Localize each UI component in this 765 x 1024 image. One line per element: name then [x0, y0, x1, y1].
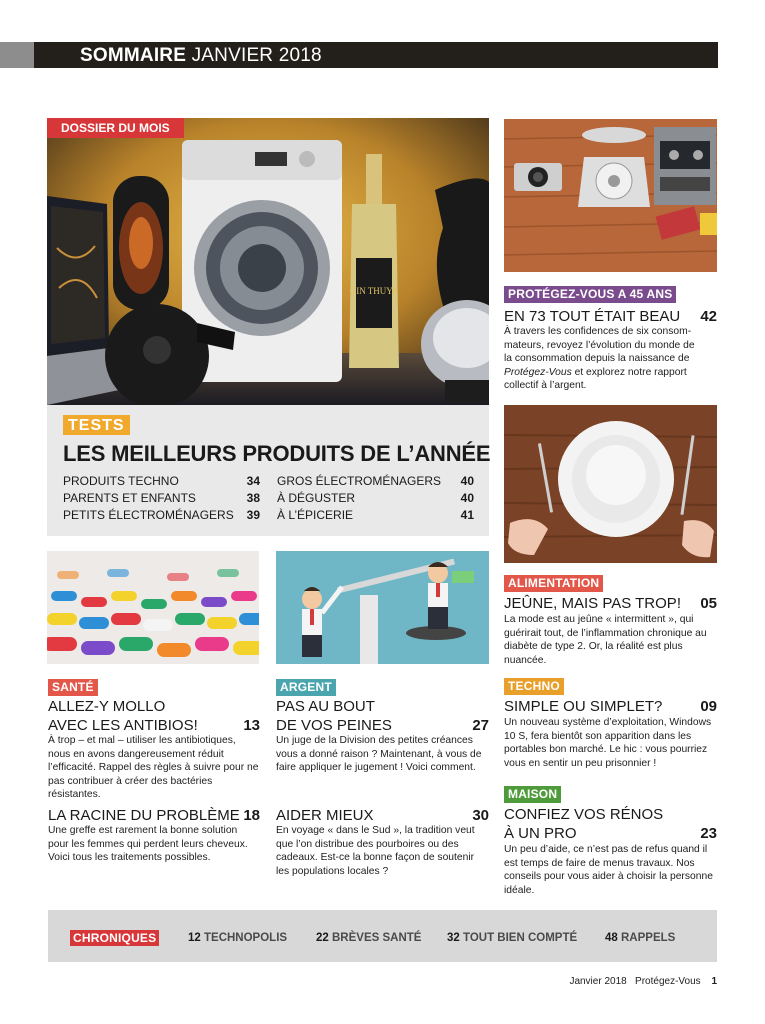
- tag-argent: ARGENT: [276, 679, 336, 696]
- retro-photo: [504, 119, 717, 272]
- list-item[interactable]: PETITS ÉLECTROMÉNAGERS 39: [63, 508, 260, 522]
- chronique-item-tout-bien-compte[interactable]: 32 TOUT BIEN COMPTÉ: [447, 932, 578, 944]
- article-headline-alimentation[interactable]: JEÛNE, MAIS PAS TROP! 05: [504, 595, 717, 612]
- feature-block[interactable]: [47, 118, 489, 536]
- list-item[interactable]: À L’ÉPICERIE 41: [277, 508, 474, 522]
- article-headline-racine[interactable]: LA RACINE DU PROBLÈME 18: [48, 807, 260, 824]
- page-number: 30: [472, 807, 489, 824]
- dossier-tag: DOSSIER DU MOIS: [47, 118, 184, 138]
- header-band: [34, 42, 718, 68]
- chronique-item-breves-sante[interactable]: 22 BRÈVES SANTÉ: [316, 932, 422, 944]
- argent-illustration: [276, 551, 489, 664]
- tag-techno: TECHNO: [504, 678, 564, 695]
- products-illustration: [47, 118, 489, 405]
- article-headline-sante[interactable]: ALLEZ-Y MOLLO AVEC LES ANTIBIOS! 13: [48, 698, 260, 734]
- folio-page-number: 1: [711, 976, 717, 987]
- header-accent: [0, 42, 34, 68]
- chroniques-bar: [48, 910, 717, 962]
- tag-maison: MAISON: [504, 786, 561, 803]
- page-number: 18: [243, 807, 260, 824]
- page-number: 23: [700, 825, 717, 842]
- page-number: 13: [243, 717, 260, 734]
- article-headline-45ans[interactable]: EN 73 TOUT ÉTAIT BEAU 42: [504, 308, 717, 325]
- chroniques-tag: CHRONIQUES: [70, 930, 159, 946]
- article-body-aider: En voyage « dans le Sud », la tradition veut que l’on distribue des pourboires ou des cadeaux. Est-ce la bonne façon de soutenir les populations locales ?: [276, 825, 475, 877]
- chronique-item-technopolis[interactable]: 12 TECHNOPOLIS: [188, 932, 288, 944]
- tag-alimentation: ALIMENTATION: [504, 575, 603, 592]
- folio-date: Janvier 2018: [569, 976, 627, 987]
- article-headline-argent[interactable]: PAS AU BOUT DE VOS PEINES 27: [276, 698, 489, 734]
- article-body-racine: Une greffe est rarement la bonne solution pour les femmes qui perdent leurs cheveux. Voici tous les traitements possibles.: [48, 825, 248, 864]
- article-body-maison: Un peu d’aide, ce n’est pas de refus quand il est temps de faire de menus travaux. Nos conseils pour vous aider à choisir la personne idéale.: [504, 844, 713, 896]
- article-body-argent: Un juge de la Division des petites créances vous a donné raison ? Maintenant, à vous de faire appliquer le jugement ! Voici comment.: [276, 735, 482, 774]
- folio-magazine: Protégez-Vous: [635, 976, 701, 987]
- article-body-techno: Un nouveau système d’exploitation, Windows 10 S, fera bientôt son apparition dans les portables bon marché. Le hic : vous pourriez vous en sentir un peu prisonnier !: [504, 717, 712, 769]
- article-body-sante: À trop – et mal – utiliser les antibiotiques, nous en avons dangereusement réduit l’efficacité. Rappel des règles à suivre pour ne pas contribuer à créer des bactéries résistantes.: [48, 735, 259, 801]
- article-headline-maison[interactable]: CONFIEZ VOS RÉNOS À UN PRO 23: [504, 806, 717, 842]
- tag-45ans: PROTÉGEZ-VOUS A 45 ANS: [504, 286, 676, 303]
- list-item[interactable]: À DÉGUSTER 40: [277, 491, 474, 505]
- tag-sante: SANTÉ: [48, 679, 98, 696]
- page-number: 09: [700, 698, 717, 715]
- feature-list-right: [277, 473, 474, 524]
- article-body-45ans: À travers les confidences de six consom- mateurs, revoyez l’évolution du monde de la consommation depuis la naissance de Protégez-Vous et explorez notre rapport collectif à l’argent.: [504, 326, 695, 392]
- page-number: 42: [700, 308, 717, 325]
- header-title: SOMMAIRE: [80, 45, 187, 66]
- article-headline-aider[interactable]: AIDER MIEUX 30: [276, 807, 489, 824]
- page-number: 27: [472, 717, 489, 734]
- header-date: JANVIER 2018: [191, 45, 322, 66]
- tests-tag: TESTS: [63, 415, 130, 435]
- list-item[interactable]: PARENTS ET ENFANTS 38: [63, 491, 260, 505]
- list-item[interactable]: PRODUITS TECHNO 34: [63, 474, 260, 488]
- feature-title[interactable]: LES MEILLEURS PRODUITS DE L’ANNÉE: [63, 441, 491, 466]
- list-item[interactable]: GROS ÉLECTROMÉNAGERS 40: [277, 474, 474, 488]
- feature-list-left: [63, 473, 260, 524]
- article-body-alimentation: La mode est au jeûne « intermittent », qui guérirait tout, de l’inflammation chronique au diabète de type 2. Or, la réalité est plus nuancée.: [504, 614, 707, 666]
- plate-photo: [504, 405, 717, 563]
- feature-photo: [47, 118, 489, 405]
- pills-photo: [47, 551, 259, 664]
- page-number: 05: [700, 595, 717, 612]
- article-headline-techno[interactable]: SIMPLE OU SIMPLET? 09: [504, 698, 717, 715]
- page-folio: [569, 976, 717, 987]
- chronique-item-rappels[interactable]: 48 RAPPELS: [605, 932, 676, 944]
- svg-text:GIN THUYA: GIN THUYA: [349, 286, 399, 296]
